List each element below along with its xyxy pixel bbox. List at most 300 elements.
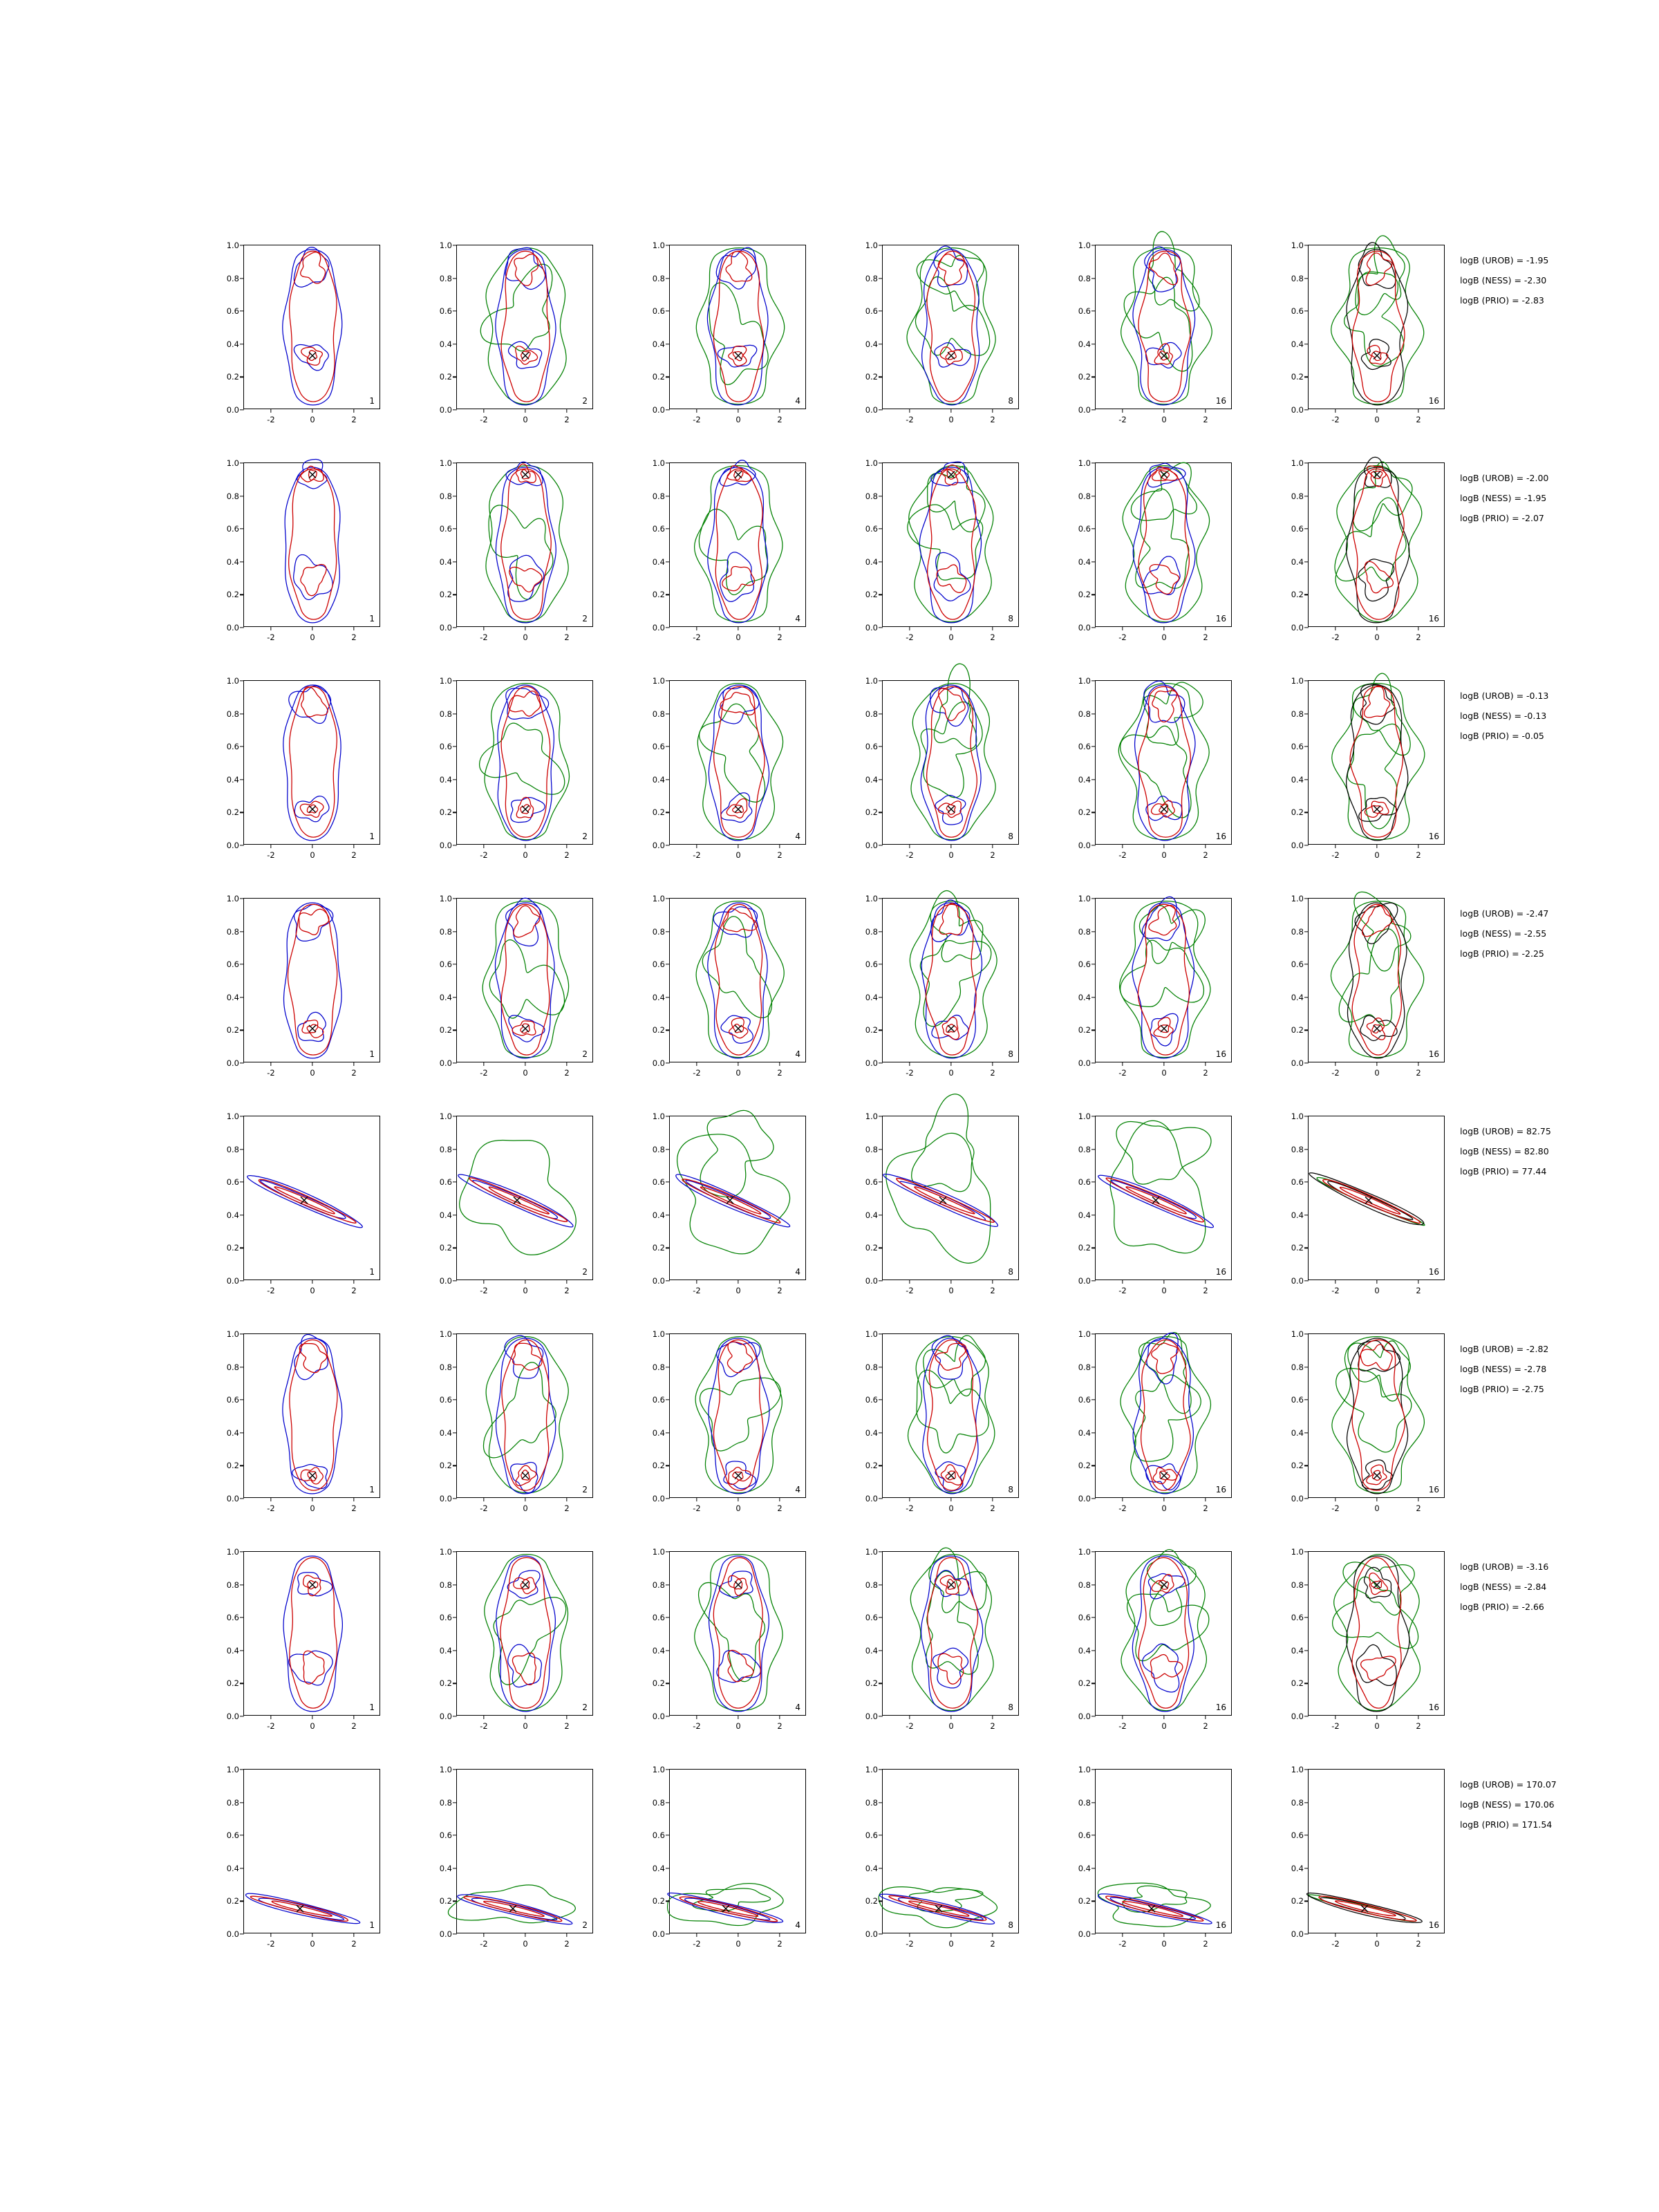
contour-plot-r7-c1[interactable] xyxy=(226,1547,380,1731)
panel-cell[interactable] xyxy=(626,1329,814,1532)
contour-plot-r7-c3[interactable] xyxy=(652,1547,806,1731)
contour-plot-r4-c5[interactable] xyxy=(1078,894,1232,1078)
x-tick-label: 2 xyxy=(564,850,570,860)
panel-cell[interactable] xyxy=(626,676,814,879)
x-tick-label: 0 xyxy=(1374,1721,1380,1731)
panel-cell[interactable] xyxy=(200,1112,388,1314)
y-tick-label: 0.0 xyxy=(1078,1058,1091,1068)
panel-cell[interactable] xyxy=(1265,894,1453,1096)
x-tick-label: -2 xyxy=(267,632,275,642)
panel-cell[interactable] xyxy=(413,458,601,661)
y-tick-label: 0.0 xyxy=(226,405,239,415)
x-tick-label: 2 xyxy=(564,1939,570,1949)
panel-corner-label: 16 xyxy=(1215,1049,1226,1059)
y-tick-label: 1.0 xyxy=(1291,676,1304,686)
y-tick-label: 0.8 xyxy=(865,709,878,719)
y-tick-label: 0.8 xyxy=(865,273,878,283)
y-tick-label: 0.0 xyxy=(1291,623,1304,632)
panel-corner-label: 4 xyxy=(795,396,800,406)
y-tick-label: 0.0 xyxy=(652,405,665,415)
x-tick-label: 2 xyxy=(1416,850,1421,860)
x-tick-label: -2 xyxy=(906,632,914,642)
contour-plot-r1-c6[interactable] xyxy=(1291,241,1445,424)
y-tick-label: 1.0 xyxy=(865,1329,878,1339)
panel-cell[interactable] xyxy=(1265,241,1453,443)
panel-corner-label: 8 xyxy=(1008,1920,1013,1930)
contour-plot-r5-c3[interactable] xyxy=(652,1112,806,1295)
contour-plot-r8-c3[interactable] xyxy=(652,1765,806,1949)
panel-corner-label: 1 xyxy=(369,1703,375,1712)
panel-cell[interactable] xyxy=(626,1765,814,1967)
x-tick-label: -2 xyxy=(267,1286,275,1295)
x-tick-label: -2 xyxy=(480,1721,488,1731)
panel-cell[interactable] xyxy=(626,458,814,661)
contour-plot-r5-c1[interactable] xyxy=(226,1112,380,1295)
contour-plot-r4-c4[interactable] xyxy=(865,894,1019,1078)
contour-plot-r3-c2[interactable] xyxy=(439,676,593,860)
panel-cell[interactable] xyxy=(839,1329,1027,1532)
panel-corner-label: 16 xyxy=(1428,1485,1439,1494)
panel-corner-label: 2 xyxy=(582,1920,588,1930)
y-tick-label: 0.0 xyxy=(1078,623,1091,632)
y-tick-label: 0.0 xyxy=(1078,841,1091,850)
panel-cell[interactable] xyxy=(200,1765,388,1967)
x-tick-label: 2 xyxy=(1416,1721,1421,1731)
y-tick-label: 0.4 xyxy=(1078,1645,1091,1656)
x-tick-label: -2 xyxy=(1331,1503,1340,1513)
x-tick-label: -2 xyxy=(1331,1068,1340,1078)
y-tick-label: 1.0 xyxy=(1078,1547,1091,1557)
panel-cell[interactable] xyxy=(413,1329,601,1532)
y-tick-label: 1.0 xyxy=(652,1112,665,1121)
y-tick-label: 0.2 xyxy=(439,1243,452,1253)
y-tick-label: 0.2 xyxy=(865,372,878,382)
contour-plot-r8-c6[interactable] xyxy=(1291,1765,1445,1949)
x-tick-label: 2 xyxy=(1203,632,1208,642)
panel-cell[interactable] xyxy=(1265,676,1453,879)
y-tick-label: 0.0 xyxy=(1078,1276,1091,1286)
y-tick-label: 0.4 xyxy=(1078,1863,1091,1873)
y-tick-label: 0.8 xyxy=(652,1580,665,1590)
y-tick-label: 0.6 xyxy=(226,1830,239,1841)
y-tick-label: 1.0 xyxy=(439,1765,452,1774)
y-tick-label: 0.2 xyxy=(1291,372,1304,382)
x-tick-label: -2 xyxy=(1118,632,1127,642)
contour-plot-r5-c2[interactable] xyxy=(439,1112,593,1295)
y-tick-label: 0.6 xyxy=(865,742,878,752)
x-tick-label: -2 xyxy=(267,1939,275,1949)
y-tick-label: 0.0 xyxy=(652,1276,665,1286)
x-tick-label: 0 xyxy=(948,850,954,860)
annotation-line: logB (PRIO) = -0.05 xyxy=(1460,731,1544,741)
contour-plot-r6-c5[interactable] xyxy=(1078,1329,1232,1513)
y-tick-label: 0.2 xyxy=(652,590,665,600)
x-tick-label: -2 xyxy=(906,850,914,860)
y-tick-label: 0.4 xyxy=(865,1645,878,1656)
panel-corner-label: 16 xyxy=(1215,396,1226,406)
y-tick-label: 0.0 xyxy=(226,1494,239,1503)
x-tick-label: -2 xyxy=(693,1939,701,1949)
panel-cell[interactable] xyxy=(413,241,601,443)
panel-corner-label: 8 xyxy=(1008,1049,1013,1059)
contour-plot-r2-c4[interactable] xyxy=(865,458,1019,642)
y-tick-label: 1.0 xyxy=(865,458,878,468)
y-tick-label: 0.4 xyxy=(1291,556,1304,567)
y-tick-label: 0.0 xyxy=(1291,1276,1304,1286)
y-tick-label: 0.8 xyxy=(1078,491,1091,501)
x-tick-label: 0 xyxy=(948,1721,954,1731)
contour-plot-r1-c1[interactable] xyxy=(226,241,380,424)
panel-cell[interactable] xyxy=(413,894,601,1096)
contour-plot-r1-c4[interactable] xyxy=(865,241,1019,424)
x-tick-label: 2 xyxy=(990,850,995,860)
panel-cell[interactable] xyxy=(413,1547,601,1750)
x-tick-label: -2 xyxy=(1118,1939,1127,1949)
contour-plot-r5-c5[interactable] xyxy=(1078,1112,1232,1295)
panel-row xyxy=(200,1329,1549,1532)
panel-cell[interactable] xyxy=(200,1329,388,1532)
y-tick-label: 0.6 xyxy=(1078,1177,1091,1188)
panel-row xyxy=(200,458,1549,661)
contour-plot-r3-c6[interactable] xyxy=(1291,676,1445,860)
x-tick-label: 2 xyxy=(990,1721,995,1731)
x-tick-label: 2 xyxy=(564,632,570,642)
x-tick-label: -2 xyxy=(906,1939,914,1949)
x-tick-label: 0 xyxy=(523,1503,528,1513)
panel-cell[interactable] xyxy=(839,241,1027,443)
x-tick-label: 2 xyxy=(1416,1939,1421,1949)
panel-cell[interactable] xyxy=(200,1547,388,1750)
x-tick-label: 0 xyxy=(948,1939,954,1949)
contour-plot-r2-c2[interactable] xyxy=(439,458,593,642)
y-tick-label: 0.0 xyxy=(652,841,665,850)
x-tick-label: -2 xyxy=(1331,1286,1340,1295)
y-tick-label: 0.4 xyxy=(652,339,665,349)
y-tick-label: 1.0 xyxy=(226,1547,239,1557)
contour-plot-r8-c4[interactable] xyxy=(865,1765,1019,1949)
panel-cell[interactable] xyxy=(626,894,814,1096)
panel-cell[interactable] xyxy=(1052,1329,1240,1532)
panel-row xyxy=(200,1112,1551,1314)
y-tick-label: 0.8 xyxy=(226,1144,239,1154)
y-tick-label: 0.2 xyxy=(226,1461,239,1471)
x-tick-label: -2 xyxy=(480,850,488,860)
y-tick-label: 0.4 xyxy=(652,1645,665,1656)
panel-corner-label: 2 xyxy=(582,396,588,406)
y-tick-label: 0.2 xyxy=(652,1243,665,1253)
x-tick-label: 0 xyxy=(310,415,315,424)
x-tick-label: 2 xyxy=(564,1068,570,1078)
panel-cell[interactable] xyxy=(1265,1112,1453,1314)
y-tick-label: 0.0 xyxy=(439,1058,452,1068)
panel-row xyxy=(200,1547,1549,1750)
y-tick-label: 1.0 xyxy=(439,676,452,686)
y-tick-label: 0.6 xyxy=(439,1395,452,1405)
panel-cell[interactable] xyxy=(413,1765,601,1967)
x-tick-label: -2 xyxy=(906,415,914,424)
contour-plot-r5-c4[interactable] xyxy=(865,1112,1019,1295)
y-tick-label: 0.2 xyxy=(1078,590,1091,600)
contour-plot-r7-c6[interactable] xyxy=(1291,1547,1445,1731)
contour-plot-r5-c6[interactable] xyxy=(1291,1112,1445,1295)
annotation-line: logB (PRIO) = -2.25 xyxy=(1460,948,1544,959)
panel-cell[interactable] xyxy=(626,1547,814,1750)
panel-cell[interactable] xyxy=(839,894,1027,1096)
panel-corner-label: 8 xyxy=(1008,396,1013,406)
x-tick-label: -2 xyxy=(1331,415,1340,424)
contour-plot-r3-c3[interactable] xyxy=(652,676,806,860)
y-tick-label: 0.4 xyxy=(439,1210,452,1220)
y-tick-label: 0.0 xyxy=(1078,1494,1091,1503)
x-tick-label: 0 xyxy=(310,1068,315,1078)
y-tick-label: 0.4 xyxy=(226,1427,239,1438)
y-tick-label: 0.4 xyxy=(226,774,239,785)
x-tick-label: 2 xyxy=(990,1503,995,1513)
contour-plot-r3-c4[interactable] xyxy=(865,676,1019,860)
panel-corner-label: 8 xyxy=(1008,1485,1013,1494)
y-tick-label: 0.4 xyxy=(865,339,878,349)
contour-plot-r2-c5[interactable] xyxy=(1078,458,1232,642)
x-tick-label: 0 xyxy=(523,415,528,424)
y-tick-label: 0.0 xyxy=(226,1276,239,1286)
panel-cell[interactable] xyxy=(839,458,1027,661)
y-tick-label: 0.6 xyxy=(1291,524,1304,534)
y-tick-label: 0.6 xyxy=(1078,1613,1091,1623)
x-tick-label: 2 xyxy=(1416,1286,1421,1295)
x-tick-label: 2 xyxy=(351,1503,357,1513)
contour-plot-r4-c3[interactable] xyxy=(652,894,806,1078)
x-tick-label: 0 xyxy=(1374,850,1380,860)
x-tick-label: 2 xyxy=(1203,1286,1208,1295)
y-tick-label: 0.4 xyxy=(1078,992,1091,1002)
contour-plot-r6-c6[interactable] xyxy=(1291,1329,1445,1513)
panel-corner-label: 2 xyxy=(582,614,588,624)
contour-plot-r4-c2[interactable] xyxy=(439,894,593,1078)
y-tick-label: 0.8 xyxy=(1291,273,1304,283)
contour-plot-r8-c5[interactable] xyxy=(1078,1765,1232,1949)
y-tick-label: 0.6 xyxy=(1078,1830,1091,1841)
y-tick-label: 0.4 xyxy=(652,1427,665,1438)
y-tick-label: 0.6 xyxy=(439,742,452,752)
x-tick-label: 2 xyxy=(351,632,357,642)
contour-plot-r7-c4[interactable] xyxy=(865,1547,1019,1731)
panel-cell[interactable] xyxy=(200,894,388,1096)
contour-plot-r1-c5[interactable] xyxy=(1078,241,1232,424)
panel-row xyxy=(200,241,1549,443)
y-tick-label: 0.6 xyxy=(439,524,452,534)
panel-cell[interactable] xyxy=(200,676,388,879)
y-tick-label: 0.4 xyxy=(439,556,452,567)
y-tick-label: 0.6 xyxy=(1078,742,1091,752)
annotation-logb-block xyxy=(1460,1774,1557,1835)
y-tick-label: 0.4 xyxy=(1291,774,1304,785)
annotation-line: logB (UROB) = -1.95 xyxy=(1460,255,1549,265)
x-tick-label: 2 xyxy=(564,1721,570,1731)
x-tick-label: 2 xyxy=(1416,632,1421,642)
panel-cell[interactable] xyxy=(413,1112,601,1314)
contour-plot-r2-c1[interactable] xyxy=(226,458,380,642)
panel-cell[interactable] xyxy=(1265,1765,1453,1967)
annotation-line: logB (NESS) = -2.78 xyxy=(1460,1364,1547,1374)
x-tick-label: -2 xyxy=(1118,415,1127,424)
y-tick-label: 0.8 xyxy=(652,273,665,283)
y-tick-label: 1.0 xyxy=(652,1765,665,1774)
y-tick-label: 0.0 xyxy=(865,623,878,632)
y-tick-label: 0.0 xyxy=(652,1058,665,1068)
panel-row xyxy=(200,894,1549,1096)
contour-plot-r2-c6[interactable] xyxy=(1291,458,1445,642)
y-tick-label: 0.6 xyxy=(226,1177,239,1188)
contour-plot-r2-c3[interactable] xyxy=(652,458,806,642)
y-tick-label: 0.8 xyxy=(865,1797,878,1808)
y-tick-label: 0.8 xyxy=(1291,926,1304,937)
y-tick-label: 0.6 xyxy=(226,524,239,534)
panel-cell[interactable] xyxy=(1265,458,1453,661)
y-tick-label: 1.0 xyxy=(226,676,239,686)
panel-cell[interactable] xyxy=(1052,1765,1240,1967)
y-tick-label: 0.2 xyxy=(226,807,239,818)
x-tick-label: 0 xyxy=(523,632,528,642)
y-tick-label: 0.8 xyxy=(439,491,452,501)
panel-cell[interactable] xyxy=(839,676,1027,879)
contour-panel-grid xyxy=(200,241,1557,1969)
panel-cell[interactable] xyxy=(1052,458,1240,661)
y-tick-label: 0.4 xyxy=(652,1863,665,1873)
y-tick-label: 0.4 xyxy=(439,992,452,1002)
y-tick-label: 0.2 xyxy=(226,1243,239,1253)
x-tick-label: -2 xyxy=(480,1068,488,1078)
y-tick-label: 0.8 xyxy=(1078,926,1091,937)
panel-cell[interactable] xyxy=(413,676,601,879)
y-tick-label: 0.4 xyxy=(226,992,239,1002)
panel-cell[interactable] xyxy=(1052,894,1240,1096)
x-tick-label: 0 xyxy=(735,1721,741,1731)
x-tick-label: 0 xyxy=(948,1068,954,1078)
y-tick-label: 0.6 xyxy=(1078,1395,1091,1405)
y-tick-label: 1.0 xyxy=(1291,1112,1304,1121)
y-tick-label: 0.0 xyxy=(652,1929,665,1939)
y-tick-label: 0.8 xyxy=(652,1144,665,1154)
x-tick-label: 0 xyxy=(1161,1286,1167,1295)
y-tick-label: 0.2 xyxy=(1291,807,1304,818)
panel-cell[interactable] xyxy=(1052,1547,1240,1750)
x-tick-label: -2 xyxy=(693,1068,701,1078)
y-tick-label: 0.2 xyxy=(226,1025,239,1035)
contour-plot-r6-c4[interactable] xyxy=(865,1329,1019,1513)
y-tick-label: 1.0 xyxy=(439,894,452,903)
x-tick-label: -2 xyxy=(480,415,488,424)
contour-plot-r3-c5[interactable] xyxy=(1078,676,1232,860)
panel-cell[interactable] xyxy=(1052,676,1240,879)
x-tick-label: 2 xyxy=(351,1068,357,1078)
x-tick-label: -2 xyxy=(267,415,275,424)
y-tick-label: 1.0 xyxy=(652,458,665,468)
x-tick-label: 0 xyxy=(1374,415,1380,424)
x-tick-label: 0 xyxy=(523,1286,528,1295)
panel-cell[interactable] xyxy=(839,1112,1027,1314)
x-tick-label: 0 xyxy=(310,1721,315,1731)
y-tick-label: 0.6 xyxy=(652,1613,665,1623)
y-tick-label: 0.2 xyxy=(1078,1243,1091,1253)
contour-plot-r8-c1[interactable] xyxy=(226,1765,380,1949)
y-tick-label: 0.8 xyxy=(226,926,239,937)
y-tick-label: 0.0 xyxy=(865,1058,878,1068)
x-tick-label: 2 xyxy=(777,632,782,642)
panel-cell[interactable] xyxy=(839,1547,1027,1750)
annotation-line: logB (PRIO) = 171.54 xyxy=(1460,1819,1553,1830)
x-tick-label: 2 xyxy=(777,1286,782,1295)
panel-corner-label: 8 xyxy=(1008,832,1013,841)
panel-cell[interactable] xyxy=(200,458,388,661)
y-tick-label: 0.8 xyxy=(439,1580,452,1590)
contour-plot-r1-c3[interactable] xyxy=(652,241,806,424)
y-tick-label: 0.6 xyxy=(1078,524,1091,534)
annotation-line: logB (NESS) = 170.06 xyxy=(1460,1799,1555,1810)
x-tick-label: -2 xyxy=(1118,1503,1127,1513)
y-tick-label: 0.4 xyxy=(226,1863,239,1873)
contour-plot-r6-c3[interactable] xyxy=(652,1329,806,1513)
panel-row xyxy=(200,676,1549,879)
contour-plot-r6-c1[interactable] xyxy=(226,1329,380,1513)
contour-plot-r7-c2[interactable] xyxy=(439,1547,593,1731)
panel-cell[interactable] xyxy=(626,241,814,443)
y-tick-label: 0.8 xyxy=(1291,1797,1304,1808)
y-tick-label: 0.2 xyxy=(1291,1461,1304,1471)
y-tick-label: 0.8 xyxy=(1291,1144,1304,1154)
contour-plot-r4-c6[interactable] xyxy=(1291,894,1445,1078)
contour-plot-r6-c2[interactable] xyxy=(439,1329,593,1513)
annotation-line: logB (NESS) = -2.55 xyxy=(1460,928,1547,939)
panel-cell[interactable] xyxy=(1265,1547,1453,1750)
panel-corner-label: 16 xyxy=(1428,614,1439,624)
x-tick-label: 2 xyxy=(990,1286,995,1295)
y-tick-label: 0.0 xyxy=(439,405,452,415)
panel-cell[interactable] xyxy=(1052,1112,1240,1314)
contour-plot-r1-c2[interactable] xyxy=(439,241,593,424)
panel-cell[interactable] xyxy=(626,1112,814,1314)
y-tick-label: 0.2 xyxy=(1078,1025,1091,1035)
x-tick-label: 2 xyxy=(351,850,357,860)
panel-cell[interactable] xyxy=(200,241,388,443)
y-tick-label: 0.2 xyxy=(865,1896,878,1906)
x-tick-label: -2 xyxy=(1118,1068,1127,1078)
contour-plot-r8-c2[interactable] xyxy=(439,1765,593,1949)
panel-cell[interactable] xyxy=(1052,241,1240,443)
panel-corner-label: 8 xyxy=(1008,614,1013,624)
contour-plot-r4-c1[interactable] xyxy=(226,894,380,1078)
y-tick-label: 0.4 xyxy=(865,992,878,1002)
contour-plot-r3-c1[interactable] xyxy=(226,676,380,860)
y-tick-label: 0.4 xyxy=(1291,1427,1304,1438)
y-tick-label: 0.4 xyxy=(439,1645,452,1656)
panel-cell[interactable] xyxy=(839,1765,1027,1967)
annotation-line: logB (UROB) = -2.00 xyxy=(1460,473,1549,483)
y-tick-label: 1.0 xyxy=(226,894,239,903)
panel-corner-label: 16 xyxy=(1215,614,1226,624)
x-tick-label: 0 xyxy=(735,850,741,860)
annotation-logb-block xyxy=(1460,903,1548,964)
x-tick-label: 2 xyxy=(564,1286,570,1295)
y-tick-label: 0.0 xyxy=(439,1712,452,1721)
y-tick-label: 0.8 xyxy=(1291,1580,1304,1590)
y-tick-label: 0.0 xyxy=(1291,841,1304,850)
y-tick-label: 0.6 xyxy=(1291,959,1304,970)
contour-plot-r7-c5[interactable] xyxy=(1078,1547,1232,1731)
y-tick-label: 0.4 xyxy=(1078,339,1091,349)
panel-cell[interactable] xyxy=(1265,1329,1453,1532)
y-tick-label: 1.0 xyxy=(652,241,665,250)
x-tick-label: 0 xyxy=(1374,1068,1380,1078)
